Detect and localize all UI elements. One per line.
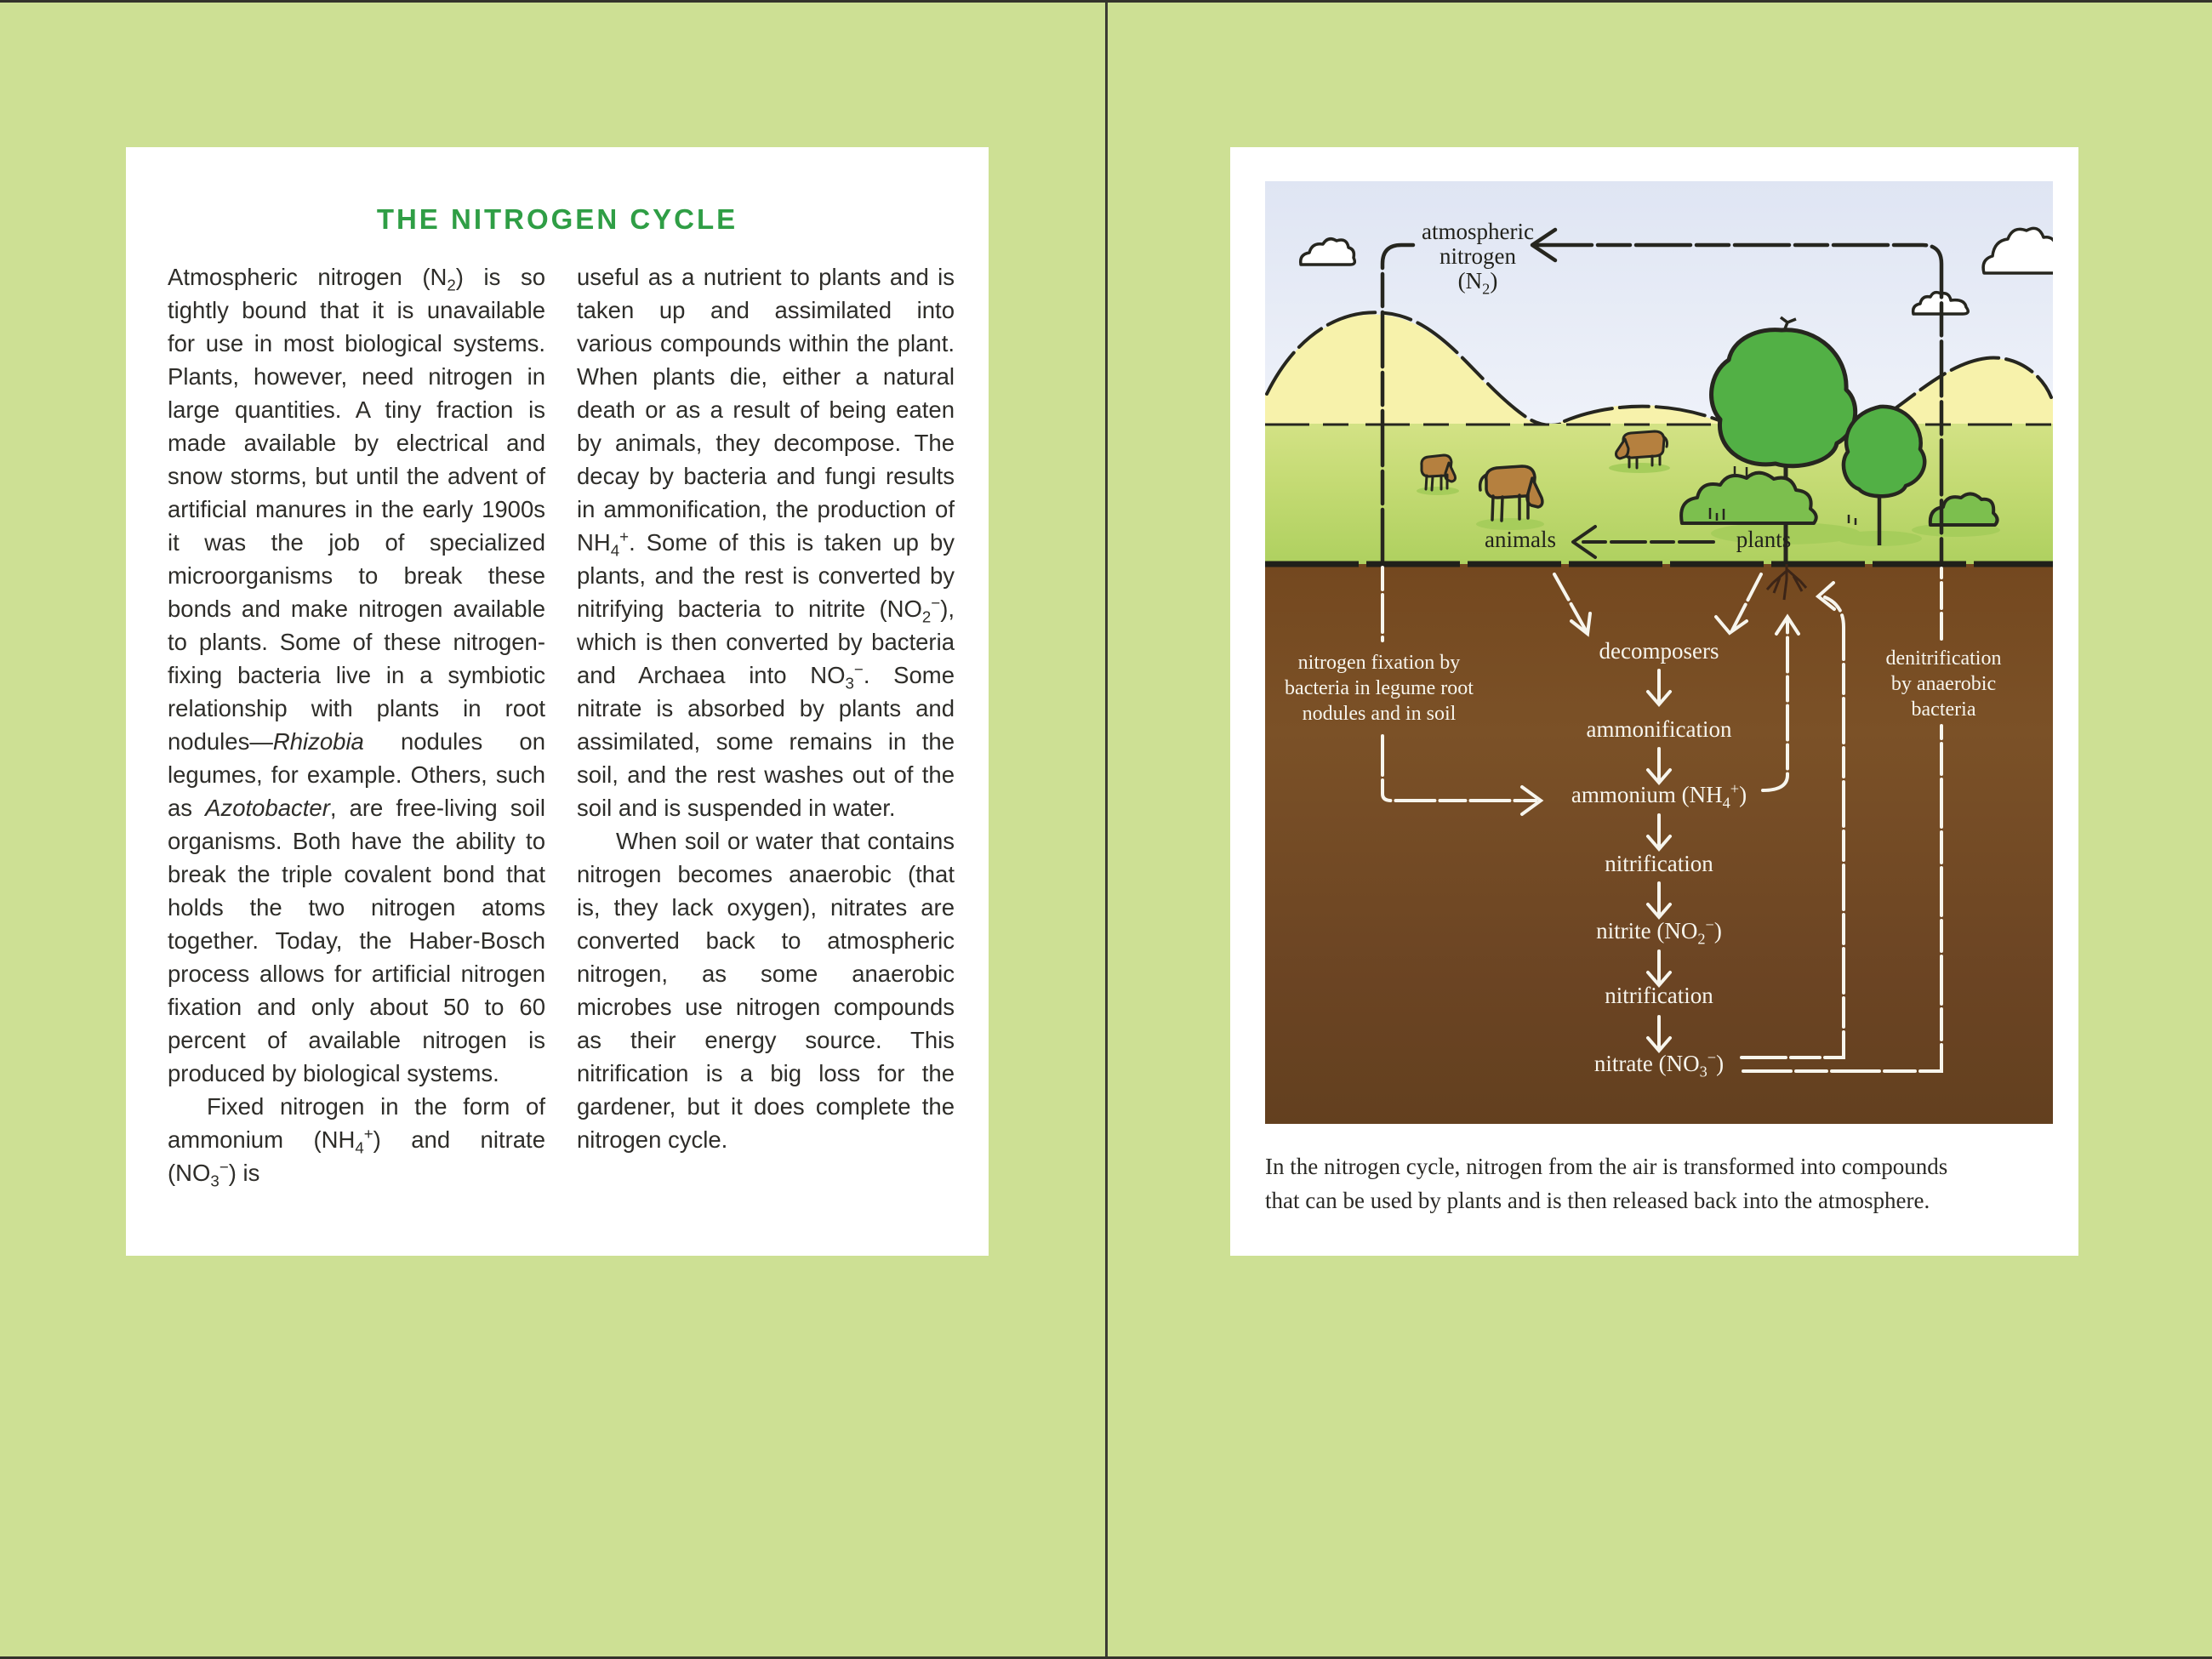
nitrogen-fixation-label xyxy=(1277,650,1481,727)
caption-line-1: In the nitrogen cycle, nitrogen from the air is transformed into compounds xyxy=(1265,1154,1948,1179)
fixation-line-3: nodules and in soil xyxy=(1302,703,1457,725)
denitr-line-3: bacteria xyxy=(1911,698,1976,721)
paragraph: useful as a nutrient to plants and is taken up and assimilated into various compounds within the plant. When plants die, either a natural death or as a result of being eaten by animals, they decompose. The decay by bacteria and fungi results in ammonification, the production of $NH_4^+$. Some of this is taken up by plants, and the rest is converted by nitrifying bacteria to nitrite $(NO_2^-)$, which is then converted by bacteria and Archaea into $NO_3^-$. Some nitrate is absorbed by plants and assimilated, some remains in the soil, and the rest washes out of the soil and is suspended in water. xyxy=(577,264,955,821)
plants-label: plants xyxy=(1736,527,1792,552)
flow-step-ammonium: ammonium $(NH_4^+)$ xyxy=(1571,780,1747,812)
fixation-line-1: nitrogen fixation by xyxy=(1297,652,1461,674)
animals-label: animals xyxy=(1485,527,1556,552)
text-column-right xyxy=(577,260,955,1156)
flow-step-nitrite: nitrite $(NO_2^-)$ xyxy=(1596,916,1722,948)
denitr-line-1: denitrification xyxy=(1885,647,2002,670)
fixation-line-2: bacteria in legume root xyxy=(1285,677,1474,699)
flow-step-nitrate: nitrate $(NO_3^-)$ xyxy=(1593,1049,1725,1080)
left-page xyxy=(126,147,989,1256)
book-spine-divider xyxy=(1105,3,1108,1659)
denitr-line-2: by anaerobic xyxy=(1890,673,1997,695)
figure-caption xyxy=(1265,1149,2039,1217)
flow-step-ammonification: ammonification xyxy=(1586,716,1732,742)
caption-line-2: that can be used by plants and is then released back into the atmosphere. xyxy=(1265,1188,1930,1213)
page-title: THE NITROGEN CYCLE xyxy=(376,203,738,235)
nitrogen-cycle-diagram xyxy=(1265,181,2053,1124)
paragraph: Fixed nitrogen in the form of ammonium $(NH_4^+)$ and nitrate $(NO_3^-)$ is xyxy=(168,1093,545,1190)
text-column-left xyxy=(168,260,545,1189)
denitrification-label xyxy=(1861,646,2027,722)
right-page xyxy=(1230,147,2078,1256)
flow-step-nitrification-2: nitrification xyxy=(1605,983,1713,1008)
flow-step-nitrification-1: nitrification xyxy=(1605,851,1713,876)
atmospheric-nitrogen-label xyxy=(1405,219,1550,298)
atmo-line-2: nitrogen xyxy=(1440,243,1516,269)
flow-step-decomposers: decomposers xyxy=(1599,638,1719,664)
paragraph: When soil or water that contains nitrogen becomes anaerobic (that is, they lack oxygen), nitrates are converted back to atmospheric nitrogen, as some anaerobic microbes use nitrogen compounds as their energy source. This nitrification is a big loss for the gardener, but it does complete the nitrogen cycle. xyxy=(577,828,955,1153)
atmo-line-3: $(N_2)$ xyxy=(1457,268,1498,298)
paragraph: Atmospheric nitrogen $(N_2)$ is so tightly bound that it is unavailable for use in most biological systems. Plants, however, need nitrogen in large quantities. A tiny fraction is made available by electrical and snow storms, but until the advent of artificial manures in the early 1900s it was the job of specialized microorganisms to break these bonds and make nitrogen available to plants. Some of these nitrogen-fixing bacteria live in a symbiotic relationship with plants in root nodules—Rhizobia nodules on legumes, for example. Others, such as Azotobacter, are free-living soil organisms. Both have the ability to break the triple covalent bond that holds the two nitrogen atoms together. Today, the Haber-Bosch process allows for artificial nitrogen fixation and only about 50 to 60 percent of available nitrogen is produced by biological systems. xyxy=(168,264,546,1086)
atmo-line-1: atmospheric xyxy=(1422,219,1534,244)
